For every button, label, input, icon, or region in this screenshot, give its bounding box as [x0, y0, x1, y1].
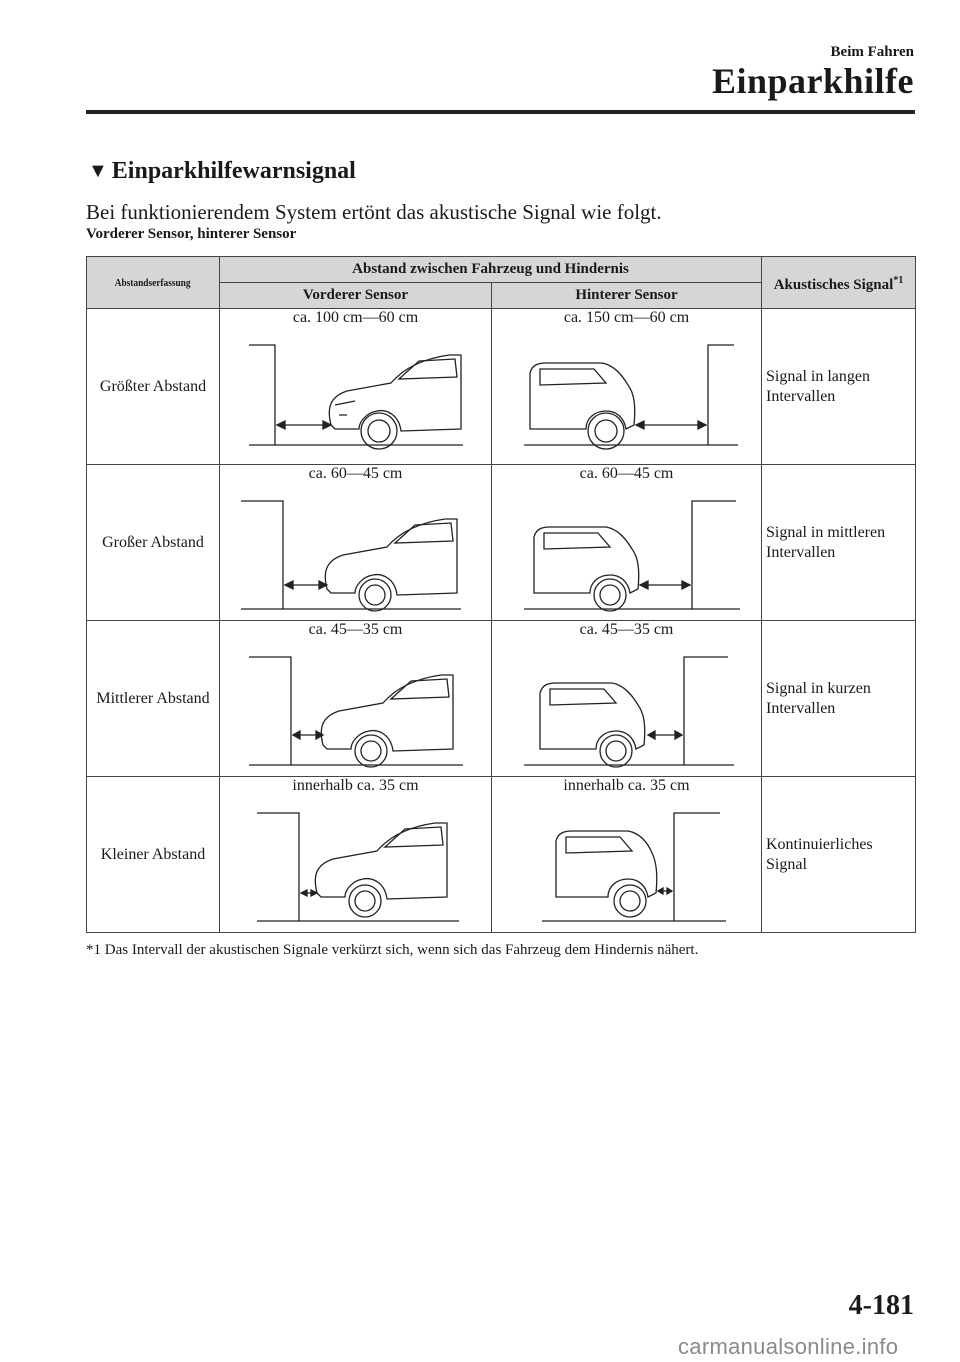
front-distance: innerhalb ca. 35 cm [292, 777, 419, 794]
rear-distance: innerhalb ca. 35 cm [563, 777, 690, 794]
rear-car-illustration [502, 797, 752, 925]
subheading: Vorderer Sensor, hinterer Sensor [86, 226, 297, 242]
header-detection: Abstandserfassung [87, 257, 220, 309]
rear-cell [492, 309, 762, 465]
rear-distance: ca. 45―35 cm [579, 621, 674, 638]
front-distance: ca. 45―35 cm [308, 621, 403, 638]
rear-cell [492, 465, 762, 621]
front-cell [220, 777, 492, 933]
front-distance: ca. 100 cm―60 cm [292, 309, 419, 326]
rear-car-illustration [502, 641, 752, 769]
row-label: Mittlerer Abstand [87, 621, 220, 777]
warning-signal-table [86, 256, 916, 933]
header-section: Beim Fahren [830, 44, 914, 60]
table-row [87, 777, 916, 933]
header-distance: Abstand zwischen Fahrzeug und Hindernis [220, 257, 762, 283]
rear-cell [492, 621, 762, 777]
rear-car-illustration [502, 329, 752, 457]
table-row [87, 465, 916, 621]
header-rule [86, 110, 915, 114]
signal-text: Signal in mittleren Intervallen [762, 465, 916, 621]
front-car-illustration [231, 329, 481, 457]
watermark: carmanualsonline.info [678, 1334, 899, 1359]
triangle-down-icon: ▼ [88, 160, 108, 182]
footnote-marker: *1 [893, 274, 904, 286]
front-car-illustration [231, 797, 481, 925]
rear-distance: ca. 150 cm―60 cm [563, 309, 690, 326]
table-row [87, 309, 916, 465]
section-title [88, 158, 356, 185]
rear-car-illustration [502, 485, 752, 613]
header-title: Einparkhilfe [711, 61, 914, 101]
front-cell [220, 309, 492, 465]
front-cell [220, 621, 492, 777]
row-label: Kleiner Abstand [87, 777, 220, 933]
rear-cell [492, 777, 762, 933]
signal-text: Signal in langen Intervallen [762, 309, 916, 465]
signal-text: Kontinuierliches Signal [762, 777, 916, 933]
front-cell [220, 465, 492, 621]
front-distance: ca. 60―45 cm [308, 465, 403, 482]
section-title-text: Einparkhilfewarnsignal [111, 158, 356, 184]
page-number: 4-181 [848, 1290, 914, 1321]
row-label: Größter Abstand [87, 309, 220, 465]
header-rear-sensor: Hinterer Sensor [492, 283, 762, 309]
front-car-illustration [231, 641, 481, 769]
front-car-illustration [231, 485, 481, 613]
rear-distance: ca. 60―45 cm [579, 465, 674, 482]
footnote: *1 Das Intervall der akustischen Signale verkürzt sich, wenn sich das Fahrzeug dem Hindernis nähert. [86, 942, 699, 958]
table-row [87, 621, 916, 777]
intro-text: Bei funktionierendem System ertönt das akustische Signal wie folgt. [86, 200, 662, 224]
row-label: Großer Abstand [87, 465, 220, 621]
header-front-sensor: Vorderer Sensor [220, 283, 492, 309]
header-signal: Akustisches Signal$^{*1}$ [762, 257, 916, 309]
signal-text: Signal in kurzen Intervallen [762, 621, 916, 777]
